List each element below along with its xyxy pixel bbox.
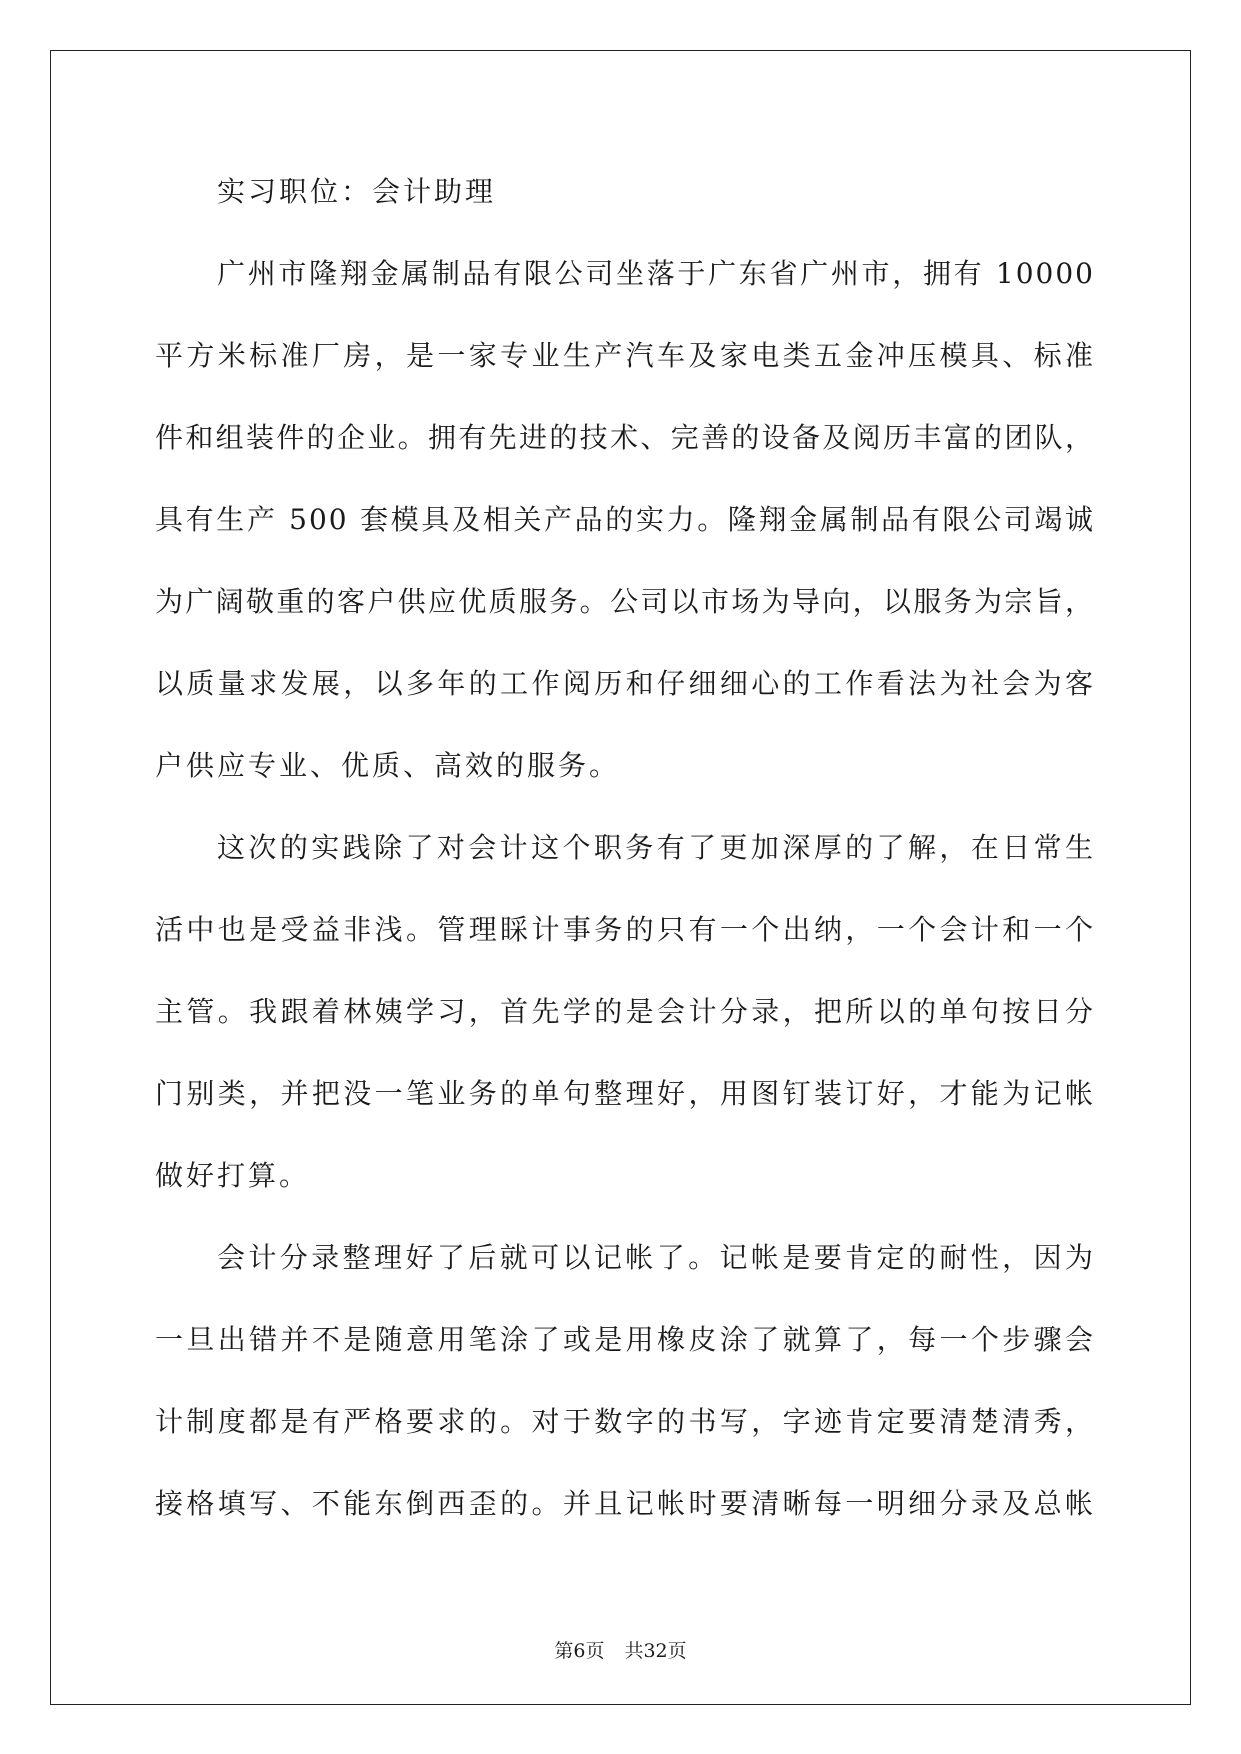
body-text-line: 做好打算。 — [155, 1159, 311, 1192]
page-number: 第6页 — [554, 1640, 605, 1662]
body-text-line: 计制度都是有严格要求的。对于数字的书写，字迹肯定要清楚清秀， — [155, 1405, 1095, 1438]
body-text-line: 这次的实践除了对会计这个职务有了更加深厚的了解，在日常生 — [217, 831, 1095, 864]
body-text-line: 广州市隆翔金属制品有限公司坐落于广东省广州市，拥有 10000 — [217, 257, 1095, 290]
page-footer — [0, 1631, 1241, 1671]
body-text-line: 为广阔敬重的客户供应优质服务。公司以市场为导向，以服务为宗旨， — [155, 585, 1095, 618]
body-text-line: 主管。我跟着林姨学习，首先学的是会计分录，把所以的单句按日分 — [155, 995, 1095, 1028]
body-text-line: 平方米标准厂房，是一家专业生产汽车及家电类五金冲压模具、标准 — [155, 339, 1095, 372]
body-text-line: 实习职位：会计助理 — [217, 175, 497, 208]
body-text-line: 件和组装件的企业。拥有先进的技术、完善的设备及阅历丰富的团队， — [155, 421, 1095, 454]
body-text-line: 具有生产 500 套模具及相关产品的实力。隆翔金属制品有限公司竭诚 — [155, 503, 1095, 536]
page-total: 共32页 — [624, 1640, 687, 1662]
body-text-line: 以质量求发展，以多年的工作阅历和仔细细心的工作看法为社会为客 — [155, 667, 1095, 700]
page-border — [50, 50, 1191, 1705]
body-text-line: 户供应专业、优质、高效的服务。 — [155, 749, 621, 782]
body-text-line: 接格填写、不能东倒西歪的。并且记帐时要清晰每一明细分录及总帐 — [155, 1487, 1095, 1520]
body-text-line: 活中也是受益非浅。管理睬计事务的只有一个出纳，一个会计和一个 — [155, 913, 1095, 946]
body-text-line: 会计分录整理好了后就可以记帐了。记帐是要肯定的耐性，因为 — [217, 1241, 1095, 1274]
body-text-line: 一旦出错并不是随意用笔涂了或是用橡皮涂了就算了，每一个步骤会 — [155, 1323, 1095, 1356]
body-text-line: 门别类，并把没一笔业务的单句整理好，用图钉装订好，才能为记帐 — [155, 1077, 1095, 1110]
